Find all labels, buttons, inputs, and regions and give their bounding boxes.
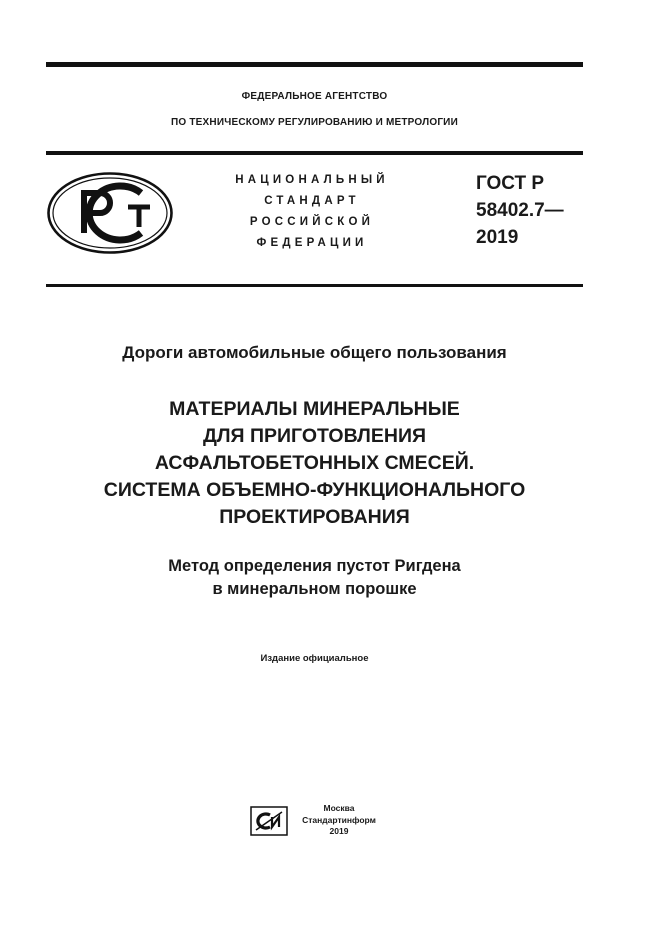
main-title-line: СИСТЕМА ОБЪЕМНО-ФУНКЦИОНАЛЬНОГО — [103, 479, 526, 501]
standard-code-line: ГОСТ Р — [476, 173, 545, 194]
standard-code — [476, 170, 564, 251]
edition-label: Издание официальное — [260, 653, 369, 664]
subtitle-line: в минеральном порошке — [212, 580, 417, 598]
standard-code-line: 58402.7— — [476, 200, 564, 221]
title-block-rule — [46, 284, 583, 287]
national-line: РОССИЙСКОЙ — [249, 216, 375, 228]
method-subtitle — [46, 555, 583, 601]
national-standard-label — [222, 170, 402, 254]
subtitle-line: Метод определения пустот Ригдена — [168, 557, 461, 575]
national-line: ФЕДЕРАЦИИ — [256, 237, 368, 249]
top-rule — [46, 62, 583, 67]
agency-name-line1: ФЕДЕРАЛЬНОЕ АГЕНТСТВО — [241, 91, 388, 102]
rst-emblem-icon — [46, 171, 174, 255]
publisher-info — [296, 803, 382, 838]
standard-code-line: 2019 — [476, 227, 519, 248]
main-title-line: ДЛЯ ПРИГОТОВЛЕНИЯ — [202, 425, 426, 447]
main-title-line: МАТЕРИАЛЫ МИНЕРАЛЬНЫЕ — [169, 398, 460, 420]
series-title: Дороги автомобильные общего пользования — [122, 343, 507, 362]
header-rule — [46, 151, 583, 155]
publisher-year: 2019 — [329, 826, 349, 836]
main-title-line: АСФАЛЬТОБЕТОННЫХ СМЕСЕЙ. — [154, 452, 475, 474]
main-title-line: ПРОЕКТИРОВАНИЯ — [219, 506, 410, 528]
publisher-city: Москва — [323, 803, 355, 813]
publisher-name: Стандартинформ — [302, 814, 376, 825]
standartinform-logo-icon — [250, 806, 288, 836]
national-line: СТАНДАРТ — [264, 195, 360, 207]
main-title — [46, 396, 583, 531]
national-line: НАЦИОНАЛЬНЫЙ — [235, 174, 389, 186]
agency-name-line2: ПО ТЕХНИЧЕСКОМУ РЕГУЛИРОВАНИЮ И МЕТРОЛОГИИ — [171, 117, 458, 128]
